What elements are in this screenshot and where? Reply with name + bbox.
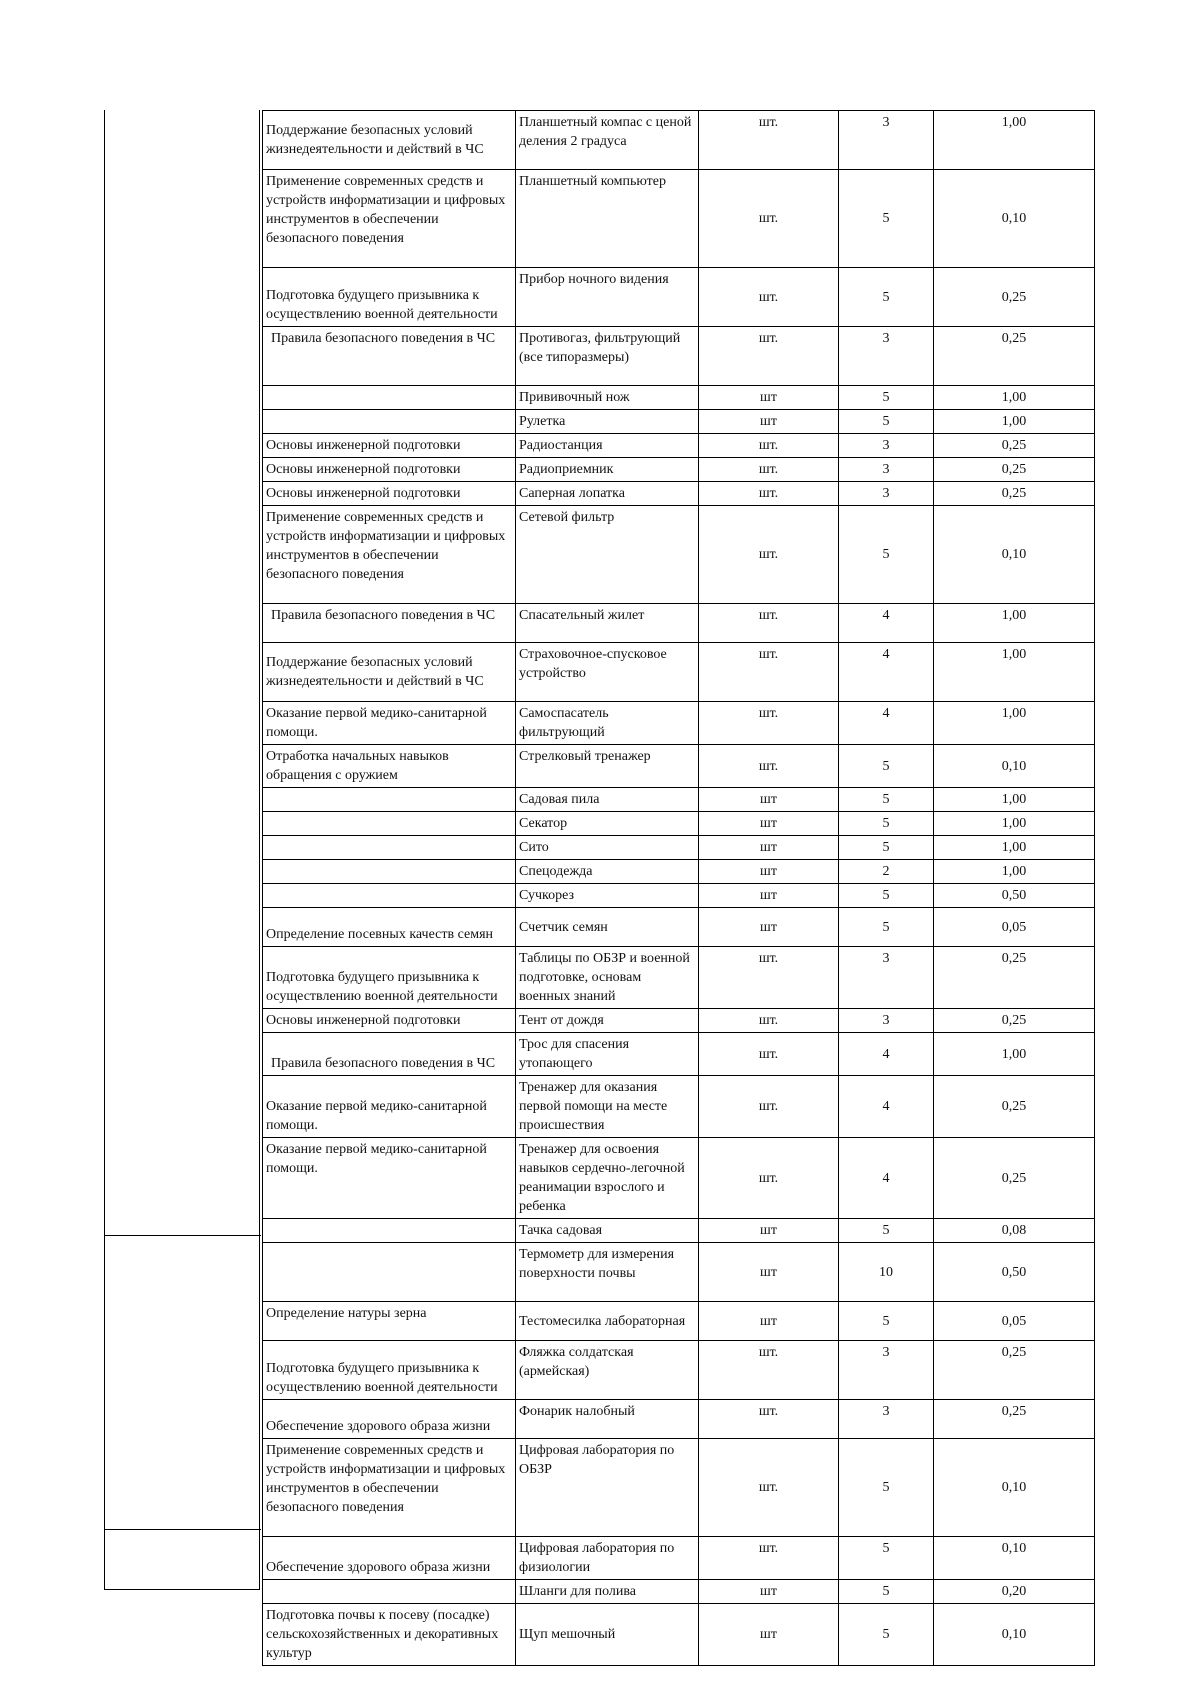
coefficient-cell: 0,10 — [934, 1537, 1095, 1580]
unit-cell: шт — [699, 812, 839, 836]
unit-cell: шт — [699, 908, 839, 947]
coefficient-cell: 1,00 — [934, 860, 1095, 884]
item-name-cell: Трос для спасения утопающего — [516, 1033, 699, 1076]
coefficient-cell: 0,10 — [934, 745, 1095, 788]
item-name-cell: Тестомесилка лабораторная — [516, 1302, 699, 1341]
topic-cell: Правила безопасного поведения в ЧС — [263, 1033, 516, 1076]
quantity-cell: 5 — [839, 386, 934, 410]
table-row — [263, 702, 1095, 745]
item-name-cell: Тренажер для освоения навыков сердечно-легочной реанимации взрослого и ребенка — [516, 1138, 699, 1219]
item-name-cell: Планшетный компас с ценой деления 2 градуса — [516, 111, 699, 170]
item-name-cell: Тренажер для оказания первой помощи на месте происшествия — [516, 1076, 699, 1138]
topic-cell: Применение современных средств и устройств информатизации и цифровых инструментов в обеспечении безопасного поведения — [263, 170, 516, 268]
unit-cell: шт — [699, 884, 839, 908]
quantity-cell: 4 — [839, 1138, 934, 1219]
item-name-cell: Тачка садовая — [516, 1219, 699, 1243]
topic-cell: Подготовка будущего призывника к осуществлению военной деятельности — [263, 947, 516, 1009]
quantity-cell: 4 — [839, 643, 934, 702]
topic-cell: Правила безопасного поведения в ЧС — [263, 604, 516, 643]
quantity-cell: 5 — [839, 884, 934, 908]
topic-cell: Обеспечение здорового образа жизни — [263, 1400, 516, 1439]
table-row — [263, 1243, 1095, 1302]
coefficient-cell: 0,10 — [934, 506, 1095, 604]
item-name-cell: Тент от дождя — [516, 1009, 699, 1033]
table-row — [263, 1033, 1095, 1076]
topic-cell: Поддержание безопасных условий жизнедеятельности и действий в ЧС — [263, 643, 516, 702]
item-name-cell: Саперная лопатка — [516, 482, 699, 506]
equipment-table — [262, 110, 1095, 1666]
coefficient-cell: 0,25 — [934, 482, 1095, 506]
topic-cell: Основы инженерной подготовки — [263, 434, 516, 458]
item-name-cell: Шланги для полива — [516, 1580, 699, 1604]
table-row — [263, 1341, 1095, 1400]
unit-cell: шт. — [699, 268, 839, 327]
coefficient-cell: 0,25 — [934, 1341, 1095, 1400]
unit-cell: шт — [699, 788, 839, 812]
coefficient-cell: 1,00 — [934, 1033, 1095, 1076]
quantity-cell: 10 — [839, 1243, 934, 1302]
coefficient-cell: 1,00 — [934, 410, 1095, 434]
coefficient-cell: 0,10 — [934, 1604, 1095, 1666]
coefficient-cell: 1,00 — [934, 702, 1095, 745]
table-row — [263, 170, 1095, 268]
table-row — [263, 1009, 1095, 1033]
table-row — [263, 1138, 1095, 1219]
topic-cell — [263, 788, 516, 812]
table-row — [263, 604, 1095, 643]
topic-cell: Подготовка будущего призывника к осуществлению военной деятельности — [263, 1341, 516, 1400]
unit-cell: шт. — [699, 170, 839, 268]
quantity-cell: 3 — [839, 327, 934, 386]
quantity-cell: 4 — [839, 1033, 934, 1076]
item-name-cell: Планшетный компьютер — [516, 170, 699, 268]
item-name-cell: Сучкорез — [516, 884, 699, 908]
item-name-cell: Самоспасатель фильтрующий — [516, 702, 699, 745]
item-name-cell: Цифровая лаборатория по ОБЗР — [516, 1439, 699, 1537]
quantity-cell: 2 — [839, 860, 934, 884]
topic-cell: Обеспечение здорового образа жизни — [263, 1537, 516, 1580]
table-row — [263, 1076, 1095, 1138]
topic-cell: Подготовка почвы к посеву (посадке) сельскохозяйственных и декоративных культур — [263, 1604, 516, 1666]
coefficient-cell: 0,25 — [934, 1009, 1095, 1033]
quantity-cell: 3 — [839, 434, 934, 458]
table-row — [263, 1580, 1095, 1604]
unit-cell: шт — [699, 836, 839, 860]
unit-cell: шт. — [699, 1009, 839, 1033]
quantity-cell: 4 — [839, 1076, 934, 1138]
coefficient-cell: 0,08 — [934, 1219, 1095, 1243]
topic-cell — [263, 1243, 516, 1302]
unit-cell: шт — [699, 410, 839, 434]
table-row — [263, 1537, 1095, 1580]
quantity-cell: 5 — [839, 1537, 934, 1580]
unit-cell: шт. — [699, 111, 839, 170]
unit-cell: шт — [699, 860, 839, 884]
coefficient-cell: 0,10 — [934, 170, 1095, 268]
topic-cell: Основы инженерной подготовки — [263, 1009, 516, 1033]
table-row — [263, 1302, 1095, 1341]
topic-cell — [263, 836, 516, 860]
item-name-cell: Сетевой фильтр — [516, 506, 699, 604]
item-name-cell: Страховочное-спусковое устройство — [516, 643, 699, 702]
unit-cell: шт. — [699, 1537, 839, 1580]
item-name-cell: Рулетка — [516, 410, 699, 434]
coefficient-cell: 0,50 — [934, 884, 1095, 908]
unit-cell: шт. — [699, 1076, 839, 1138]
quantity-cell: 5 — [839, 268, 934, 327]
unit-cell: шт. — [699, 745, 839, 788]
quantity-cell: 5 — [839, 1604, 934, 1666]
item-name-cell: Сито — [516, 836, 699, 860]
coefficient-cell: 0,50 — [934, 1243, 1095, 1302]
coefficient-cell: 0,25 — [934, 327, 1095, 386]
topic-cell: Применение современных средств и устройств информатизации и цифровых инструментов в обеспечении безопасного поведения — [263, 506, 516, 604]
table-row — [263, 908, 1095, 947]
quantity-cell: 5 — [839, 788, 934, 812]
quantity-cell: 5 — [839, 170, 934, 268]
topic-cell — [263, 860, 516, 884]
quantity-cell: 4 — [839, 702, 934, 745]
unit-cell: шт — [699, 1219, 839, 1243]
quantity-cell: 5 — [839, 836, 934, 860]
topic-cell: Оказание первой медико-санитарной помощи. — [263, 1076, 516, 1138]
unit-cell: шт. — [699, 434, 839, 458]
item-name-cell: Спецодежда — [516, 860, 699, 884]
table-row — [263, 268, 1095, 327]
coefficient-cell: 1,00 — [934, 788, 1095, 812]
quantity-cell: 5 — [839, 908, 934, 947]
unit-cell: шт. — [699, 1439, 839, 1537]
table-row — [263, 111, 1095, 170]
item-name-cell: Радиоприемник — [516, 458, 699, 482]
unit-cell: шт. — [699, 1341, 839, 1400]
topic-cell: Отработка начальных навыков обращения с оружием — [263, 745, 516, 788]
item-name-cell: Радиостанция — [516, 434, 699, 458]
quantity-cell: 5 — [839, 745, 934, 788]
table-row — [263, 458, 1095, 482]
unit-cell: шт. — [699, 1033, 839, 1076]
coefficient-cell: 0,25 — [934, 1400, 1095, 1439]
coefficient-cell: 1,00 — [934, 386, 1095, 410]
table-row — [263, 434, 1095, 458]
item-name-cell: Противогаз, фильтрующий (все типоразмеры) — [516, 327, 699, 386]
item-name-cell: Таблицы по ОБЗР и военной подготовке, основам военных знаний — [516, 947, 699, 1009]
table-row — [263, 327, 1095, 386]
left-column-cell — [104, 1236, 260, 1530]
quantity-cell: 3 — [839, 482, 934, 506]
table-row — [263, 1604, 1095, 1666]
table-row — [263, 860, 1095, 884]
item-name-cell: Термометр для измерения поверхности почвы — [516, 1243, 699, 1302]
coefficient-cell: 0,25 — [934, 458, 1095, 482]
topic-cell — [263, 884, 516, 908]
coefficient-cell: 0,25 — [934, 1138, 1095, 1219]
table-row — [263, 788, 1095, 812]
table-row — [263, 947, 1095, 1009]
quantity-cell: 5 — [839, 506, 934, 604]
topic-cell — [263, 812, 516, 836]
table-row — [263, 812, 1095, 836]
topic-cell — [263, 1219, 516, 1243]
unit-cell: шт. — [699, 1400, 839, 1439]
table-row — [263, 1400, 1095, 1439]
item-name-cell: Фляжка солдатская (армейская) — [516, 1341, 699, 1400]
topic-cell — [263, 410, 516, 434]
table-row — [263, 482, 1095, 506]
unit-cell: шт — [699, 1604, 839, 1666]
topic-cell: Подготовка будущего призывника к осуществлению военной деятельности — [263, 268, 516, 327]
coefficient-cell: 0,05 — [934, 1302, 1095, 1341]
left-column-cell — [104, 1530, 260, 1590]
quantity-cell: 3 — [839, 1341, 934, 1400]
item-name-cell: Прививочный нож — [516, 386, 699, 410]
quantity-cell: 3 — [839, 1009, 934, 1033]
table-row — [263, 1219, 1095, 1243]
item-name-cell: Садовая пила — [516, 788, 699, 812]
coefficient-cell: 1,00 — [934, 604, 1095, 643]
quantity-cell: 5 — [839, 1580, 934, 1604]
topic-cell: Оказание первой медико-санитарной помощи. — [263, 1138, 516, 1219]
item-name-cell: Секатор — [516, 812, 699, 836]
item-name-cell: Стрелковый тренажер — [516, 745, 699, 788]
quantity-cell: 3 — [839, 458, 934, 482]
coefficient-cell: 0,20 — [934, 1580, 1095, 1604]
coefficient-cell: 0,25 — [934, 947, 1095, 1009]
quantity-cell: 5 — [839, 410, 934, 434]
table-row — [263, 506, 1095, 604]
unit-cell: шт. — [699, 506, 839, 604]
unit-cell: шт — [699, 1580, 839, 1604]
table-row — [263, 745, 1095, 788]
unit-cell: шт. — [699, 702, 839, 745]
unit-cell: шт — [699, 386, 839, 410]
topic-cell: Основы инженерной подготовки — [263, 458, 516, 482]
unit-cell: шт — [699, 1302, 839, 1341]
topic-cell: Правила безопасного поведения в ЧС — [263, 327, 516, 386]
topic-cell: Поддержание безопасных условий жизнедеятельности и действий в ЧС — [263, 111, 516, 170]
table-row — [263, 836, 1095, 860]
coefficient-cell: 0,05 — [934, 908, 1095, 947]
table-row — [263, 386, 1095, 410]
quantity-cell: 5 — [839, 1302, 934, 1341]
item-name-cell: Прибор ночного видения — [516, 268, 699, 327]
unit-cell: шт. — [699, 458, 839, 482]
unit-cell: шт. — [699, 1138, 839, 1219]
topic-cell: Оказание первой медико-санитарной помощи. — [263, 702, 516, 745]
unit-cell: шт. — [699, 327, 839, 386]
coefficient-cell: 1,00 — [934, 643, 1095, 702]
coefficient-cell: 0,25 — [934, 268, 1095, 327]
topic-cell: Основы инженерной подготовки — [263, 482, 516, 506]
topic-cell: Применение современных средств и устройств информатизации и цифровых инструментов в обеспечении безопасного поведения — [263, 1439, 516, 1537]
item-name-cell: Щуп мешочный — [516, 1604, 699, 1666]
topic-cell: Определение натуры зерна — [263, 1302, 516, 1341]
quantity-cell: 4 — [839, 604, 934, 643]
unit-cell: шт. — [699, 482, 839, 506]
coefficient-cell: 1,00 — [934, 836, 1095, 860]
item-name-cell: Спасательный жилет — [516, 604, 699, 643]
coefficient-cell: 0,25 — [934, 1076, 1095, 1138]
coefficient-cell: 0,10 — [934, 1439, 1095, 1537]
table-row — [263, 884, 1095, 908]
unit-cell: шт. — [699, 947, 839, 1009]
quantity-cell: 3 — [839, 1400, 934, 1439]
quantity-cell: 5 — [839, 1219, 934, 1243]
item-name-cell: Цифровая лаборатория по физиологии — [516, 1537, 699, 1580]
unit-cell: шт. — [699, 604, 839, 643]
quantity-cell: 3 — [839, 947, 934, 1009]
table-row — [263, 410, 1095, 434]
item-name-cell: Счетчик семян — [516, 908, 699, 947]
coefficient-cell: 0,25 — [934, 434, 1095, 458]
item-name-cell: Фонарик налобный — [516, 1400, 699, 1439]
table-row — [263, 643, 1095, 702]
topic-cell: Определение посевных качеств семян — [263, 908, 516, 947]
table-row — [263, 1439, 1095, 1537]
left-column-cell — [104, 110, 260, 1236]
quantity-cell: 3 — [839, 111, 934, 170]
topic-cell — [263, 1580, 516, 1604]
topic-cell — [263, 386, 516, 410]
coefficient-cell: 1,00 — [934, 111, 1095, 170]
unit-cell: шт. — [699, 643, 839, 702]
quantity-cell: 5 — [839, 1439, 934, 1537]
unit-cell: шт — [699, 1243, 839, 1302]
coefficient-cell: 1,00 — [934, 812, 1095, 836]
quantity-cell: 5 — [839, 812, 934, 836]
